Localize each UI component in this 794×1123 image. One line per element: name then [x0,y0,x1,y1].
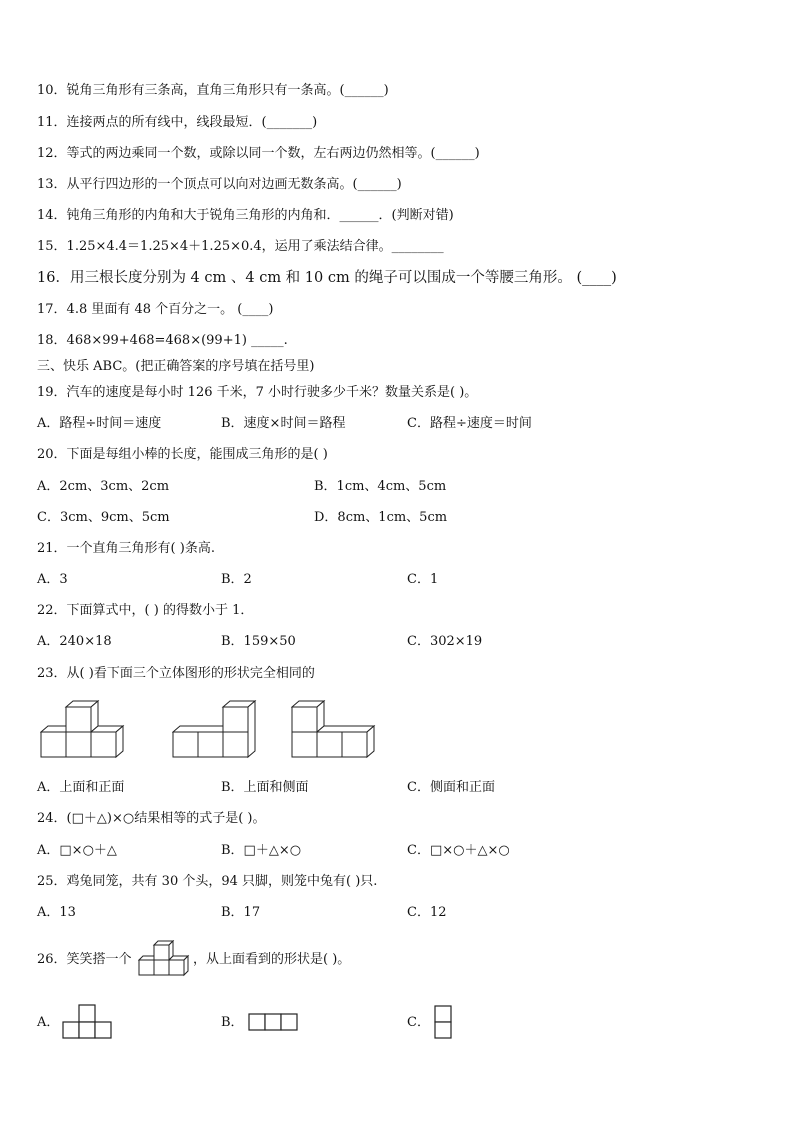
q24-option-b: B．□＋△×○ [221,843,302,858]
q23-solid-figure-1 [40,700,130,764]
q23-option-c: C．侧面和正面 [407,780,495,795]
q26-text-after: ，从上面看到的形状是( )。 [193,952,351,967]
q24-option-c: C．□×○＋△×○ [407,843,510,858]
question-20: 20．下面是每组小棒的长度，能围成三角形的是( ) [37,447,328,462]
q20-option-a: A．2cm、3cm、2cm [37,479,170,494]
q23-solid-figure-3 [291,700,381,764]
q22-option-b: B．159×50 [221,634,296,649]
q26-option-b: B． [221,1015,244,1030]
question-23: 23．从( )看下面三个立体图形的形状完全相同的 [37,666,315,681]
question-14: 14．钝角三角形的内角和大于锐角三角形的内角和．______．(判断对错) [37,208,454,223]
question-16: 16．用三根长度分别为 4 cm 、4 cm 和 10 cm 的绳子可以围成一个等腰三角形。 (____) [37,270,617,286]
question-18: 18．468×99+468=468×(99+1) _____. [37,333,288,348]
q26-text-before: 26．笑笑搭一个 [37,952,132,967]
q21-option-b: B．2 [221,572,252,587]
q26-option-b-shape [248,1013,298,1031]
question-26 [37,952,132,968]
question-13: 13．从平行四边形的一个顶点可以向对边画无数条高。(______) [37,177,402,192]
q23-option-b: B．上面和侧面 [221,780,309,795]
q19-option-b: B．速度×时间＝路程 [221,416,346,431]
question-12: 12．等式的两边乘同一个数，或除以同一个数，左右两边仍然相等。(______) [37,146,480,161]
question-10: 10．锐角三角形有三条高，直角三角形只有一条高。(______) [37,83,389,98]
q22-option-a: A．240×18 [37,634,112,649]
q23-option-a: A．上面和正面 [37,780,125,795]
question-21: 21．一个直角三角形有( )条高. [37,541,215,556]
q26-option-c: C． [407,1015,430,1030]
question-15: 15．1.25×4.4＝1.25×4＋1.25×0.4，运用了乘法结合律。________ [37,239,444,254]
q24-option-a: A．□×○＋△ [37,843,117,858]
q26-option-a-shape [62,1004,112,1040]
question-11: 11．连接两点的所有线中，线段最短．(_______) [37,115,318,130]
question-25: 25．鸡兔同笼，共有 30 个头，94 只脚，则笼中兔有( )只. [37,874,378,889]
q21-option-a: A．3 [37,572,68,587]
q26-option-a: A． [37,1015,60,1030]
question-24: 24．(□＋△)×○结果相等的式子是( )。 [37,811,266,826]
q26-option-c-shape [434,1005,452,1039]
q20-option-d: D．8cm、1cm、5cm [314,510,448,525]
q20-option-c: C．3cm、9cm、5cm [37,510,170,525]
q19-option-c: C．路程÷速度＝时间 [407,416,532,431]
question-17: 17．4.8 里面有 48 个百分之一。 (____) [37,302,274,317]
q19-option-a: A．路程÷时间＝速度 [37,416,162,431]
q21-option-c: C．1 [407,572,439,587]
section-3-heading: 三、快乐 ABC。(把正确答案的序号填在括号里) [37,359,315,374]
q26-small-solid-figure [138,940,192,978]
q25-option-c: C．12 [407,905,447,920]
q23-solid-figure-2 [172,700,262,764]
q22-option-c: C．302×19 [407,634,483,649]
question-22: 22．下面算式中，( ) 的得数小于 1． [37,603,254,618]
q25-option-b: B．17 [221,905,261,920]
q25-option-a: A．13 [37,905,76,920]
q20-option-b: B．1cm、4cm、5cm [314,479,447,494]
question-19: 19．汽车的速度是每小时 126 千米，7 小时行驶多少千米？数量关系是( )。 [37,385,478,400]
